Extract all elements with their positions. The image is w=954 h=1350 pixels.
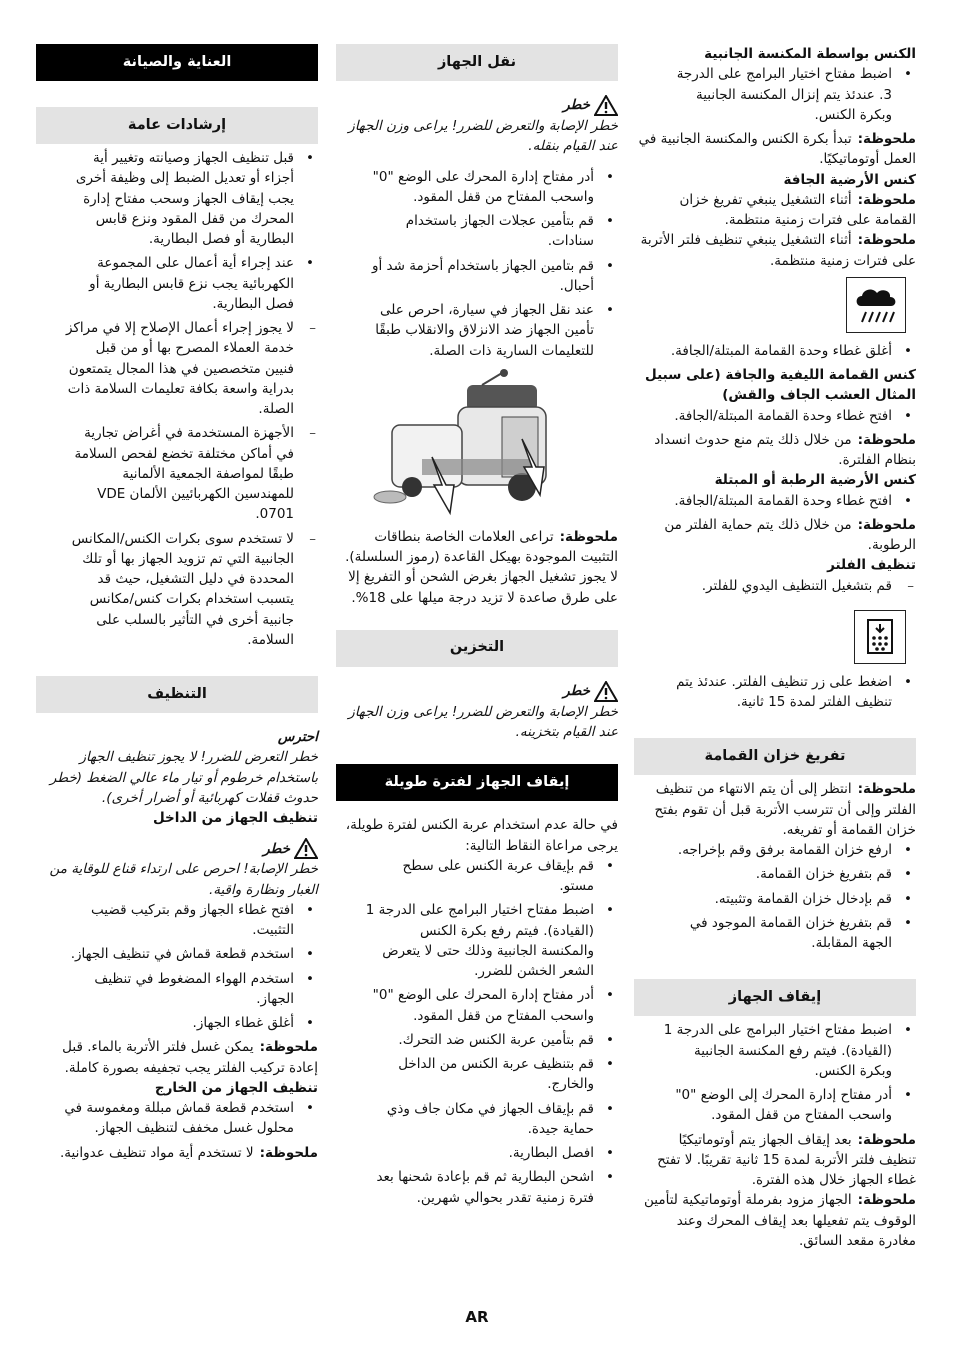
- long-item-6: • قم بإيقاف الجهاز في مكان جاف وذي حماية جيدة.: [336, 1099, 618, 1140]
- dry-heading: كنس الأرضية الجافة: [783, 171, 916, 188]
- empty-container-bar: تفريغ خزان القمامة: [634, 738, 916, 775]
- wet-note: ملحوظة:من خلال ذلك يتم حماية الفلتر من الرطوبة.: [664, 516, 916, 553]
- general-item-2: • عند إجراء أية أعمال على المجموعة الكهربائية يجب نزع قابس البطارية أو فصل البطارية.: [36, 253, 318, 314]
- long-item-5: • قم بتنظيف عربة الكنس من الداخل والخارج.: [336, 1054, 618, 1095]
- long-item-4: • قم بتأمين عربة الكنس ضد التحرك.: [336, 1030, 618, 1050]
- empty-item-2: • قم بتفريغ خزان القمامة.: [634, 864, 916, 884]
- storage-bar: التخزين: [336, 630, 618, 667]
- caution-text: خطر التعرض للضرر! لا يجوز تنظيف الجهاز باستخدام خرطوم أو تيار ماء عالي الضغط (خطر حدوث قفلات كهربائية أو أضرار أخرى).: [49, 749, 318, 806]
- right-column: [634, 44, 916, 1251]
- long-item-7: • افصل البطارية.: [336, 1143, 618, 1163]
- long-item-3: • أدر مفتاح إدارة المحرك على الوضع "0" واسحب المفتاح من قفل المقود.: [336, 985, 618, 1026]
- stop-note-1: ملحوظة:بعد إيقاف الجهاز يتم أوتوماتيكيًا تنظيف فلتر الأتربة لمدة 15 ثانية تقريبًا. لا تفتح غطاء الجهاز خلال هذه الفترة.: [657, 1131, 916, 1188]
- fibrous-note: ملحوظة:من خلال ذلك يتم منع حدوث انسداد بنظام الفلترة.: [654, 431, 916, 468]
- dry-note-1: ملحوظة:أثناء التشغيل ينبغي تفريغ خزان القمامة على فترات زمنية منتظمة.: [679, 191, 916, 228]
- side-broom-note: ملحوظة:تبدأ بكرة الكنس والمكنسة الجانبية في العمل أوتوماتيكيًا.: [638, 131, 916, 168]
- inside-danger-title: خطر: [36, 838, 318, 859]
- outside-note: ملحوظة:لا تستخدم أية مواد تنظيف عدوانية.: [59, 1144, 318, 1161]
- inside-item-1: • افتح غطاء الجهاز وقم بتركيب قضيب التثبيت.: [36, 900, 318, 941]
- transport-note: ملحوظة:تراعى العلامات الخاصة بنطاقات التثبيت الموجودة بهيكل القاعدة (رموز السلسلة). لا يجوز تشغيل الجهاز بغرض الشحن أو التفريغ إلا على طرق صاعدة لا تزيد درجة ميلها على 18%.: [345, 528, 618, 606]
- general-dash-3: – لا تستخدم سوى بكرات الكنس/المكانس الجانبية التي تم تزويد الجهاز بها أو تلك المحددة في دليل التشغيل، حيث قد يتسبب استخدام بكرات كنس/مكانس جانبية أخرى في التأثير بالسلب على السلامة.: [36, 529, 318, 651]
- general-dash-1: – لا يجوز إجراء أعمال الإصلاح إلا في مراكز خدمة العملاء المصرح بها أو من قبل فنيين متخصصين في هذا المجال يتمتعون بدراية واسعة بكافة تعليمات السلامة ذات الصلة.: [36, 318, 318, 419]
- middle-column: [336, 44, 618, 1212]
- wet-dry-flap-icon: [846, 277, 906, 333]
- storage-danger-title: خطر: [336, 681, 618, 702]
- general-notes-bar: إرشادات عامة: [36, 107, 318, 144]
- empty-item-4: • قم بتفريغ خزان القمامة الموجود في الجهة المقابلة.: [634, 913, 916, 954]
- transport-item-2: • قم بتأمين عجلات الجهاز باستخدام سنادات.: [336, 211, 618, 252]
- long-item-8: • اشحن البطارية ثم قم بإعادة شحنها بعد فترة زمنية تقدر بحوالي شهرين.: [336, 1167, 618, 1208]
- warning-triangle-icon: [594, 95, 618, 116]
- general-item-1: • قبل تنظيف الجهاز وصيانته وتغيير أية أجزاء أو تعديل الضبط إلى وظيفة أخرى يجب إيقاف الجهاز وسحب مفتاح إدارة المحرك من قفل المقود ونزع قابس البطارية أو فصل البطارية.: [36, 148, 318, 249]
- cleaning-bar: التنظيف: [36, 676, 318, 713]
- general-dash-2: – الأجهزة المستخدمة في أغراض تجارية في أماكن مختلفة تخضع لفحص السلامة طبقًا لمواصفة الجمعية الألمانية للمهندسين الكهربائيين الألمان VDE 0701.: [36, 423, 318, 524]
- filter-heading: تنظيف الفلتر: [827, 557, 916, 574]
- inside-warning: خطر الإصابة! احرص على ارتداء قناع للوقاية من الغبار ونظارة واقية.: [49, 861, 318, 898]
- wet-heading: كنس الأرضية الرطبة أو المبتلة: [714, 472, 916, 489]
- side-broom-heading: الكنس بواسطة المكنسة الجانبية: [704, 46, 916, 62]
- stop-item-1: • اضبط مفتاح اختيار البرامج على الدرجة 1 (القيادة). فيتم رفع المكنسة الجانبية وبكرة الكنس.: [634, 1020, 916, 1081]
- long-shutdown-bar: إيقاف الجهاز لفترة طويلة: [336, 764, 618, 801]
- care-maintenance-bar: العناية والصيانة: [36, 44, 318, 81]
- empty-item-3: • قم بإدخال خزان القمامة وتثبيته.: [634, 889, 916, 909]
- transport-item-4: • عند نقل الجهاز في سيارة، احرص على تأمين الجهاز ضد الانزلاق والانقلاب طبقًا للتعليمات السارية ذات الصلة.: [336, 300, 618, 361]
- fibrous-item: • افتح غطاء وحدة القمامة المبتلة/الجافة.: [634, 406, 916, 426]
- empty-note: ملحوظة:انتظر إلى أن يتم الانتهاء من تنظيف الفلتر وإلى أن تترسب الأتربة قبل أن تقوم بفتح خزان القمامة أو تفريغه.: [654, 781, 916, 838]
- fibrous-heading: كنس القمامة الليفية والجافة (على سبيل المثال العشب الجاف والقش): [645, 367, 916, 404]
- transport-danger-title: خطر: [336, 95, 618, 116]
- long-item-1: • قم بإيقاف عربة الكنس على سطح مستو.: [336, 856, 618, 897]
- stop-device-bar: إيقاف الجهاز: [634, 979, 916, 1016]
- filter-item: • اضغط على زر تنظيف الفلتر. عندئذ يتم تنظيف الفلتر لمدة 15 ثانية.: [634, 672, 916, 713]
- transport-item-3: • قم بتامين الجهاز باستخدام أحزمة شد أو أحبال.: [336, 256, 618, 297]
- filter-clean-icon: [854, 610, 906, 664]
- long-item-2: • اضبط مفتاح اختيار البرامج على الدرجة 1 (القيادة). فيتم رفع بكرة الكنس والمكنسة الجانبية وذلك حتى لا يتعرض الشعر الخشن للضرر.: [336, 900, 618, 981]
- close-flap-item: • أغلق غطاء وحدة القمامة المبتلة/الجافة.: [634, 341, 916, 361]
- page-label: AR: [465, 1308, 489, 1326]
- warning-triangle-icon: [294, 838, 318, 859]
- stop-item-2: • أدر مفتاح إدارة المحرك إلى الوضع "0" واسحب المفتاح من قفل المقود.: [634, 1085, 916, 1126]
- transport-bar: نقل الجهاز: [336, 44, 618, 81]
- transport-item-1: • أدر مفتاح إدارة المحرك على الوضع "0" واسحب المفتاح من قفل المقود.: [336, 167, 618, 208]
- outside-heading: تنظيف الجهاز من الخارج: [154, 1079, 318, 1096]
- inside-heading: تنظيف الجهاز من الداخل: [152, 810, 318, 826]
- left-column: [36, 44, 318, 1163]
- warning-triangle-icon: [594, 681, 618, 702]
- inside-item-2: • استخدم قطعة قماش في تنظيف الجهاز.: [36, 944, 318, 964]
- sweeper-illustration: [372, 367, 582, 517]
- outside-item: • استخدم قطعة قماش مبللة ومغموسة في محلول غسل مخفف لتنظيف الجهاز.: [36, 1098, 318, 1139]
- side-broom-item: • اضبط مفتاح اختيار البرامج على الدرجة 3. عندئذ يتم إنزال المكنسة الجانبية وبكرة الكنس.: [634, 64, 916, 125]
- caution-title: احترس: [277, 729, 318, 745]
- long-intro: في حالة عدم استخدام عربة الكنس لفترة طويلة، يرجى مراعاة النقاط التالية:: [345, 817, 618, 854]
- inside-item-3: • استخدم الهواء المضغوط في تنظيف الجهاز.: [36, 969, 318, 1010]
- wet-item: • افتح غطاء وحدة القمامة المبتلة/الجافة.: [634, 491, 916, 511]
- transport-warning: خطر الإصابة والتعرض للضرر! يراعى وزن الجهاز عند القيام بنقله.: [348, 118, 618, 155]
- inside-note: ملحوظة:يمكن غسل فلتر الأتربة بالماء. قبل إعادة تركيب الفلتر يجب تجفيفه بصورة كاملة.: [62, 1039, 318, 1076]
- filter-dash: – قم بتشغيل التنظيف اليدوي للفلتر.: [634, 576, 916, 596]
- empty-item-1: • ارفع خزان القمامة برفق وقم بإخراجه.: [634, 840, 916, 860]
- inside-item-4: • أغلق غطاء الجهاز.: [36, 1013, 318, 1033]
- storage-warning: خطر الإصابة والتعرض للضرر! يراعى وزن الجهاز عند القيام بتخزينه.: [348, 703, 618, 740]
- dry-note-2: ملحوظة:أثناء التشغيل ينبغي تنظيف فلتر الأتربة على فترات زمنية منتظمة.: [640, 232, 916, 269]
- stop-note-2: ملحوظة:الجهاز مزود بفرملة أوتوماتيكية لتأمين الوقوف يتم تفعيلها بعد إيقاف المحرك وعند مغادرة مقعد السائق.: [644, 1192, 916, 1249]
